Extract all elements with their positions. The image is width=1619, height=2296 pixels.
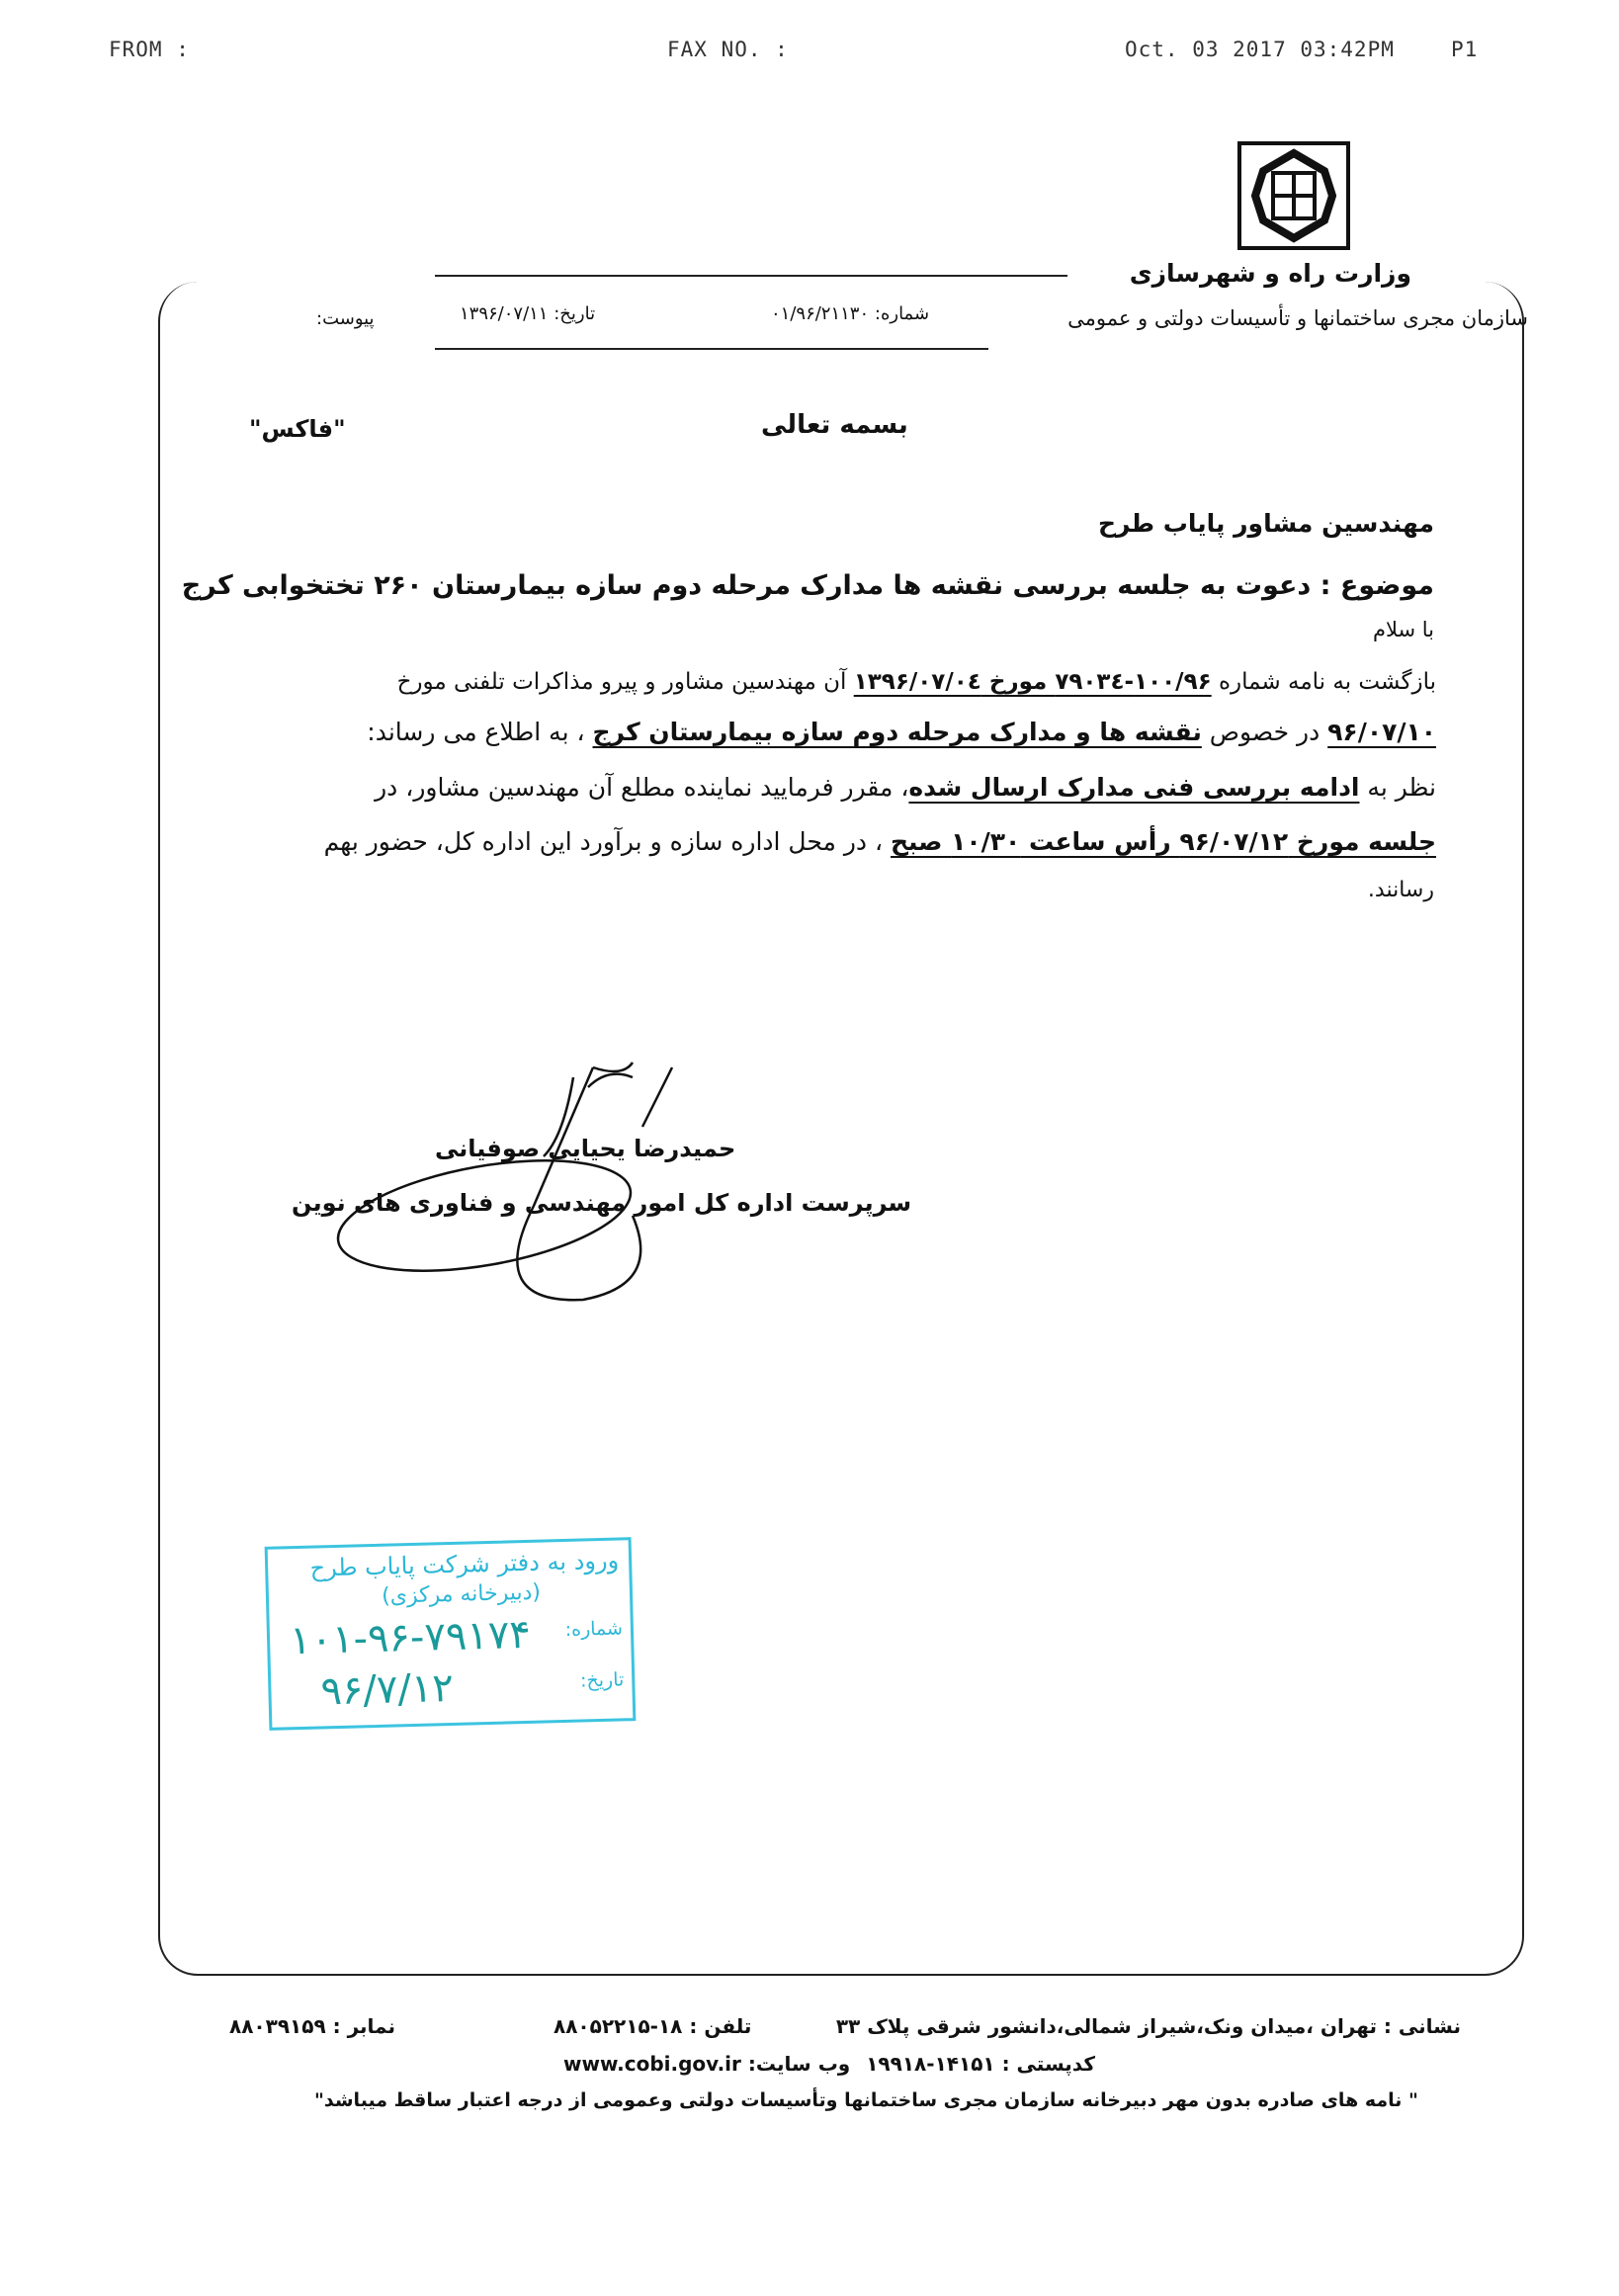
text: ، در محل اداره سازه و برآورد این اداره کل، حضور بهم — [323, 827, 892, 856]
body-line-4 — [171, 827, 1436, 857]
text: ، مقرر فرمایید نماینده مطلع آن مهندسین مشاور، در — [375, 773, 909, 802]
body-line-5: رسانند. — [1367, 878, 1434, 902]
stamp-line-1: ورود به دفتر شرکت پایاب طرح — [309, 1546, 620, 1582]
body-line-3 — [171, 773, 1436, 803]
text: ، به اطلاع می رساند: — [367, 718, 593, 746]
meeting-time: جلسه مورخ ۹۶/۰۷/۱۲ رأس ساعت ۱۰/۳۰ صبح — [891, 827, 1436, 856]
number-label: شماره: — [874, 303, 930, 324]
body-line-1 — [171, 667, 1436, 697]
number-value: ۰۱/۹۶/۲۱۱۳۰ — [771, 303, 870, 324]
ref-letter: ۱۰۰/۹۶-۷۹۰۳٤ مورخ ۱۳۹۶/۰۷/۰٤ — [853, 669, 1212, 695]
text: در خصوص — [1201, 718, 1328, 746]
body-line-2 — [171, 718, 1436, 747]
stamp-date-value: ۹۶/۷/۱۲ — [319, 1664, 455, 1715]
handwritten-signature — [336, 1048, 751, 1318]
topic: نقشه ها و مدارک مرحله دوم سازه بیمارستان کرج — [592, 718, 1202, 746]
footer-website[interactable]: وب سایت: www.cobi.gov.ir — [563, 2052, 851, 2076]
fax-mark: "فاکس" — [249, 415, 346, 443]
subject: موضوع : دعوت به جلسه بررسی نقشه ها مدارک مرحله دوم سازه بیمارستان ۲۶۰ تختخوابی کرج — [181, 570, 1434, 601]
review-note: ادامه بررسی فنی مدارک ارسال شده — [908, 773, 1360, 802]
call-date: ۹۶/۰۷/۱۰ — [1327, 718, 1436, 746]
addressee: مهندسین مشاور پایاب طرح — [1097, 509, 1434, 538]
greeting: با سلام — [1372, 618, 1434, 641]
footer-disclaimer: " نامه های صادره بدون مهر دبیرخانه سازمان مجری ساختمانها وتأسیسات دولتی وعمومی از درجه اعتبار ساقط میباشد" — [314, 2089, 1418, 2111]
fax-page: P1 — [1451, 38, 1479, 61]
stamp-date-label: تاریخ: — [579, 1668, 625, 1692]
footer-phone: تلفن : ۱۸-۸۸۰۵۲۲۱۵ — [554, 2014, 752, 2038]
fax-number: FAX NO. : — [667, 38, 789, 61]
signatory-name: حمیدرضا یحیایی صوفیانی — [435, 1135, 736, 1162]
fax-datetime: Oct. 03 2017 03:42PM — [1125, 38, 1395, 61]
text: بازگشت به نامه شماره — [1211, 669, 1436, 695]
footer-postal-code: کدپستی : ۱۴۱۵۱-۱۹۹۱۸ — [866, 2052, 1095, 2076]
ministry-logo — [1237, 141, 1350, 254]
stamp-number-value: ۱۰۱-۹۶-۷۹۱۷۴ — [289, 1611, 532, 1664]
date-label: تاریخ: — [554, 303, 596, 324]
fax-from: FROM : — [109, 38, 190, 61]
footer-address: نشانی : تهران ،میدان ونک،شیراز شمالی،دانشور شرقی پلاک ۳۳ — [835, 2014, 1461, 2038]
signatory-title: سرپرست اداره کل امور مهندسی و فناوری های نوین — [292, 1189, 912, 1217]
text: آن مهندسین مشاور و پیرو مذاکرات تلفنی مورخ — [396, 669, 854, 695]
date-value: ۱۳۹۶/۰۷/۱۱ — [460, 303, 549, 324]
header-divider — [435, 275, 1067, 277]
stamp-number-label: شماره: — [564, 1617, 624, 1641]
invocation: بسمه تعالی — [761, 410, 908, 440]
stamp-line-2: (دبیرخانه مرکزی) — [381, 1579, 542, 1609]
attachment-label: پیوست: — [316, 308, 375, 329]
organization-name: سازمان مجری ساختمانها و تأسیسات دولتی و عمومی — [1067, 306, 1528, 330]
footer-fax: نمابر : ۸۸۰۳۹۱۵۹ — [229, 2014, 395, 2038]
ministry-name: وزارت راه و شهرسازی — [1129, 259, 1411, 288]
text: نظر به — [1359, 773, 1436, 802]
received-stamp — [265, 1537, 637, 1731]
